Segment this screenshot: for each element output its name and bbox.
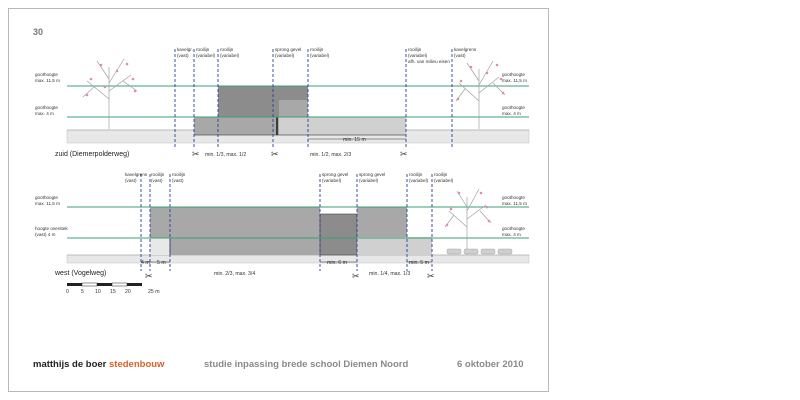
height-label: goothoogte max. 4 m bbox=[502, 226, 525, 237]
ratio-label: min. 1/4, max. 1/3 bbox=[369, 271, 411, 277]
scale-tick: 5 bbox=[81, 289, 84, 295]
step-volume bbox=[279, 100, 308, 117]
section-caption: west (Vogelweg) bbox=[55, 270, 107, 277]
line-label: kavelgrens (vast) bbox=[125, 172, 148, 183]
footer-project: studie inpassing brede school Diemen Noord bbox=[204, 359, 409, 370]
height-label: goothoogte max. 4 m bbox=[502, 105, 525, 116]
height-label: hoogte overstek (vast) 4 m bbox=[35, 226, 68, 237]
footer-date: 6 oktober 2010 bbox=[457, 359, 524, 370]
line-label: sprong gevel (variabel) bbox=[322, 172, 349, 183]
scale-tick: 10 bbox=[95, 289, 101, 295]
height-label: goothoogte max. 11,5 m bbox=[35, 72, 60, 83]
low-building-mid bbox=[279, 117, 308, 135]
scale-tick: 15 bbox=[110, 289, 116, 295]
step-volume bbox=[320, 214, 357, 255]
dimension-label: min. 5 m bbox=[409, 260, 429, 266]
scale-unit: 25 m bbox=[148, 289, 160, 295]
line-label: rooilijn (variabel) afh. van milieu eisen bbox=[408, 47, 450, 64]
drawing-sheet bbox=[8, 8, 549, 392]
line-label: kavelgr. (vast) bbox=[177, 47, 193, 58]
low-building-left bbox=[194, 117, 279, 135]
line-label: rooilijn (variabel) bbox=[310, 47, 330, 58]
scissors-icon: ✂ bbox=[192, 149, 200, 159]
line-label: sprong gevel (variabel) bbox=[359, 172, 386, 183]
page-number: 30 bbox=[33, 27, 44, 37]
main-building bbox=[150, 207, 320, 255]
line-label: rooilijn (variabel) bbox=[196, 47, 216, 58]
tree-illustration bbox=[83, 59, 137, 129]
ratio-label: min. 1/3, max. 1/2 bbox=[205, 152, 247, 158]
line-label: sprong gevel (variabel) bbox=[275, 47, 302, 58]
low-building-right bbox=[308, 117, 406, 135]
height-label: goothoogte max. 4 m bbox=[35, 105, 58, 116]
dimension-label: min. 6 m bbox=[327, 260, 347, 266]
ratio-label: min. 2/3, max. 3/4 bbox=[214, 271, 256, 277]
dimension-label: 4 m bbox=[141, 260, 150, 266]
scale-bar bbox=[66, 283, 160, 295]
section-drawing bbox=[9, 9, 550, 393]
height-label: goothoogte max. 11,5 m bbox=[35, 195, 60, 206]
section-caption: zuid (Diemerpolderweg) bbox=[55, 151, 130, 158]
tree-illustration bbox=[445, 189, 491, 255]
line-label: rooilijn (vast) bbox=[151, 172, 165, 183]
line-label: rooilijn (vast) bbox=[172, 172, 186, 183]
line-label: rooilijn (variabel) bbox=[220, 47, 240, 58]
dimension-label: min. 15 m bbox=[343, 137, 366, 143]
scale-tick: 20 bbox=[125, 289, 131, 295]
ratio-label: min. 1/2, max. 2/3 bbox=[310, 152, 352, 158]
line-label: rooilijn (variabel) bbox=[434, 172, 454, 183]
dimension-label: 5 m bbox=[157, 260, 166, 266]
ground-strip bbox=[67, 255, 529, 263]
tree-illustration bbox=[456, 61, 505, 129]
scissors-icon: ✂ bbox=[352, 271, 360, 281]
right-lower-volume bbox=[357, 237, 432, 255]
height-label: goothoogte max. 11,5 m bbox=[502, 195, 527, 206]
scissors-icon: ✂ bbox=[145, 271, 153, 281]
scissors-icon: ✂ bbox=[271, 149, 279, 159]
footer-author: matthijs de boer stedenbouw bbox=[33, 359, 165, 370]
scale-tick: 0 bbox=[66, 289, 69, 295]
overhang-void bbox=[150, 238, 170, 255]
line-label: kavelgrens (vast) bbox=[454, 47, 477, 58]
section-west bbox=[35, 172, 529, 281]
parked-cars bbox=[447, 249, 512, 254]
line-label: rooilijn (variabel) bbox=[409, 172, 429, 183]
height-label: goothoogte max. 11,5 m bbox=[502, 72, 527, 83]
right-upper-volume bbox=[357, 207, 407, 237]
scissors-icon: ✂ bbox=[400, 149, 408, 159]
scissors-icon: ✂ bbox=[427, 271, 435, 281]
